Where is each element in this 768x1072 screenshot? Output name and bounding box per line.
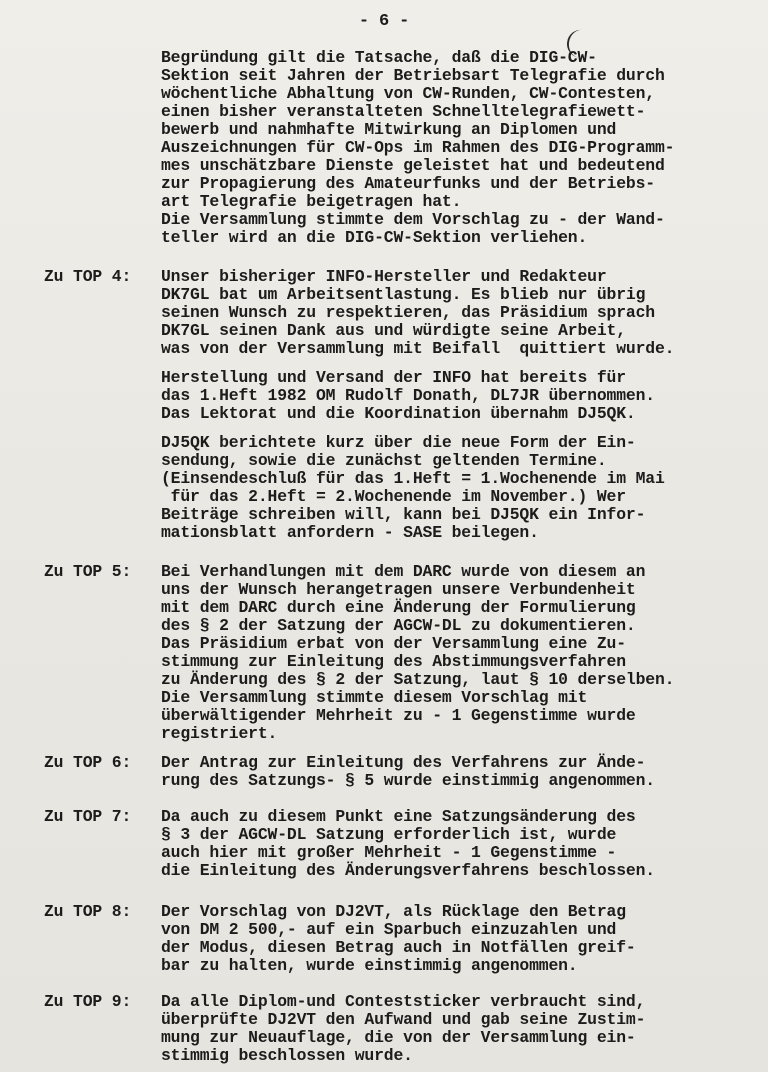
top-9-line: mung zur Neuauflage, die von der Versammlung ein-: [161, 1028, 636, 1047]
top-5-line: Bei Verhandlungen mit dem DARC wurde von diesem an: [161, 562, 646, 581]
top-5-line: uns der Wunsch herangetragen unsere Verbundenheit: [161, 580, 636, 599]
top-6-label: Zu TOP 6:: [44, 753, 132, 772]
top-5-line: Das Präsidium erbat von der Versammlung eine Zu-: [161, 634, 626, 653]
top-4-line: Unser bisheriger INFO-Hersteller und Redakteur: [161, 267, 607, 286]
top-5-line: Die Versammlung stimmte diesem Vorschlag mit: [161, 688, 588, 707]
intro-line: Auszeichnungen für CW-Ops im Rahmen des DIG-Programm-: [161, 138, 675, 157]
intro-line: wöchentliche Abhaltung von CW-Runden, CW-Contesten,: [161, 84, 655, 103]
top-4-line: sendung, sowie die zunächst geltenden Termine.: [161, 451, 607, 470]
intro-line: zur Propagierung des Amateurfunks und der Betriebs-: [161, 174, 655, 193]
top-4-line: das 1.Heft 1982 OM Rudolf Donath, DL7JR übernommen.: [161, 386, 655, 405]
top-4-line: mationsblatt anfordern - SASE beilegen.: [161, 523, 539, 542]
top-5-line: registriert.: [161, 724, 278, 743]
top-9-line: überprüfte DJ2VT den Aufwand und gab seine Zustim-: [161, 1010, 646, 1029]
top-9-line: stimmig beschlossen wurde.: [161, 1046, 413, 1065]
top-8-line: der Modus, diesen Betrag auch in Notfällen greif-: [161, 938, 636, 957]
top-8-label: Zu TOP 8:: [44, 902, 132, 921]
top-4-label: Zu TOP 4:: [44, 267, 132, 286]
top-7-line: die Einleitung des Änderungsverfahrens beschlossen.: [161, 861, 655, 880]
top-7-line: § 3 der AGCW-DL Satzung erforderlich ist, wurde: [161, 825, 617, 844]
intro-line: einen bisher veranstalteten Schnelltelegrafiewett-: [161, 102, 646, 121]
top-6-line: Der Antrag zur Einleitung des Verfahrens zur Ände-: [161, 753, 646, 772]
top-7-label: Zu TOP 7:: [44, 807, 132, 826]
intro-line: Sektion seit Jahren der Betriebsart Telegrafie durch: [161, 66, 665, 85]
intro-line: Die Versammlung stimmte dem Vorschlag zu - der Wand-: [161, 210, 665, 229]
top-8-line: Der Vorschlag von DJ2VT, als Rücklage den Betrag: [161, 902, 626, 921]
top-4-line: Herstellung und Versand der INFO hat bereits für: [161, 368, 626, 387]
page-number: - 6 -: [358, 12, 410, 31]
top-8-line: von DM 2 500,- auf ein Sparbuch einzuzahlen und: [161, 920, 617, 939]
top-9-line: Da alle Diplom-und Conteststicker verbraucht sind,: [161, 992, 646, 1011]
top-4-line: DJ5QK berichtete kurz über die neue Form der Ein-: [161, 433, 636, 452]
top-4-line: für das 2.Heft = 2.Wochenende im November.) Wer: [161, 487, 626, 506]
top-8-line: bar zu halten, wurde einstimmig angenommen.: [161, 956, 578, 975]
top-4-line: seinen Wunsch zu respektieren, das Präsidium sprach: [161, 303, 655, 322]
intro-line: bewerb und nahmhafte Mitwirkung an Diplomen und: [161, 120, 617, 139]
top-5-line: stimmung zur Einleitung des Abstimmungsverfahren: [161, 652, 626, 671]
top-4-line: was von der Versammlung mit Beifall quittiert wurde.: [161, 339, 675, 358]
top-5-line: mit dem DARC durch eine Änderung der Formulierung: [161, 598, 636, 617]
top-7-line: Da auch zu diesem Punkt eine Satzungsänderung des: [161, 807, 636, 826]
top-5-line: des § 2 der Satzung der AGCW-DL zu dokumentieren.: [161, 616, 636, 635]
top-5-label: Zu TOP 5:: [44, 562, 132, 581]
top-4-line: Das Lektorat und die Koordination übernahm DJ5QK.: [161, 404, 636, 423]
intro-line: Begründung gilt die Tatsache, daß die DIG-CW-: [161, 48, 597, 67]
intro-line: art Telegrafie beigetragen hat.: [161, 192, 462, 211]
top-7-line: auch hier mit großer Mehrheit - 1 Gegenstimme -: [161, 843, 617, 862]
top-5-line: zu Änderung des § 2 der Satzung, laut § 10 derselben.: [161, 670, 675, 689]
intro-line: teller wird an die DIG-CW-Sektion verliehen.: [161, 228, 588, 247]
top-6-line: rung des Satzungs- § 5 wurde einstimmig angenommen.: [161, 771, 655, 790]
top-4-line: Beiträge schreiben will, kann bei DJ5QK ein Infor-: [161, 505, 646, 524]
intro-line: mes unschätzbare Dienste geleistet hat und bedeutend: [161, 156, 665, 175]
top-4-line: DK7GL seinen Dank aus und würdigte seine Arbeit,: [161, 321, 626, 340]
top-4-line: (Einsendeschluß für das 1.Heft = 1.Wochenende im Mai: [161, 469, 665, 488]
top-4-line: DK7GL bat um Arbeitsentlastung. Es blieb nur übrig: [161, 285, 646, 304]
top-5-line: überwältigender Mehrheit zu - 1 Gegenstimme wurde: [161, 706, 636, 725]
top-9-label: Zu TOP 9:: [44, 992, 132, 1011]
